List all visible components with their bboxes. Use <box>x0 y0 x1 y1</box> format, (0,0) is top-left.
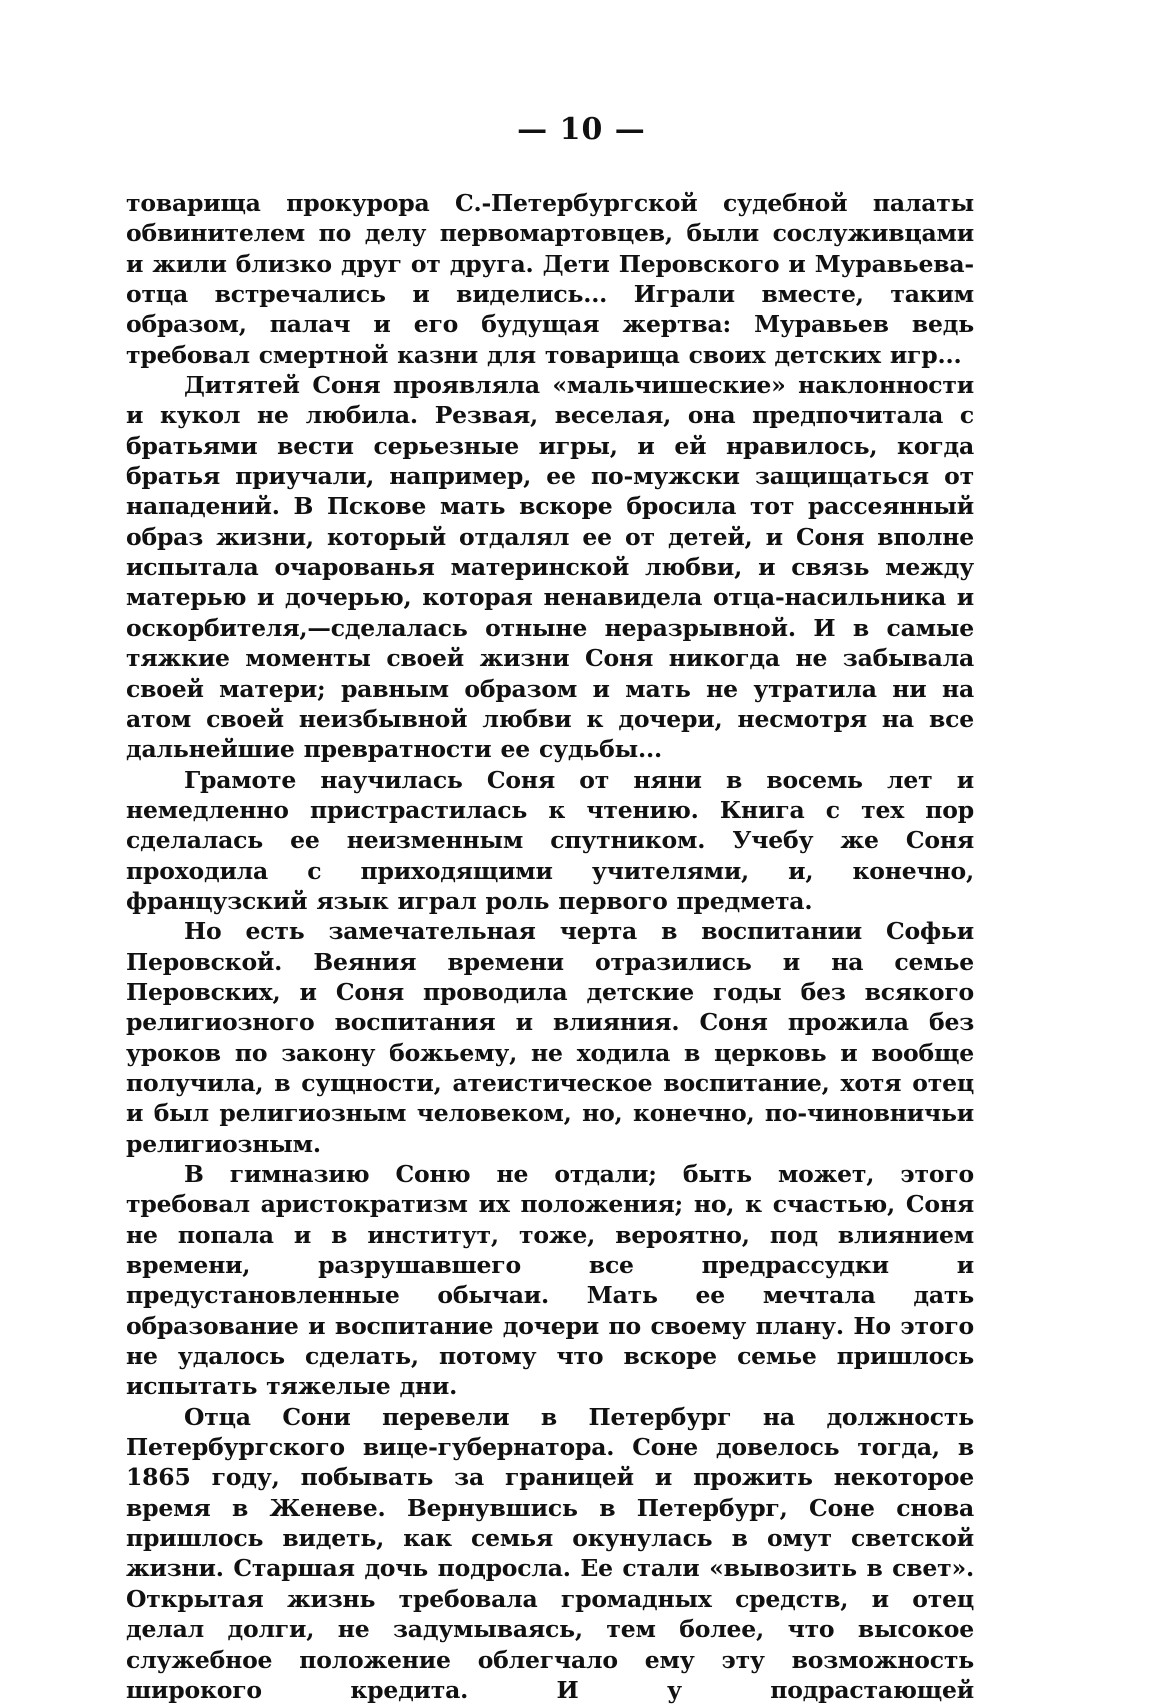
page-number: — 10 — <box>517 112 646 147</box>
paragraph-continuation: товарища прокурора С.-Петербургской судебной палаты обвинителем по делу первомартовцев, были сослуживцами и жили близко друг от друга. Дети Перовского и Муравьева-отца встречались и виделись... Играли вместе, таким образом, палач и его будущая жертва: Муравьев ведь требовал смертной казни для товарища своих детских игр... <box>126 189 974 369</box>
paragraph: Но есть замечательная черта в воспитании Софьи Перовской. Веяния времени отразились и на семье Перовских, и Соня проводила детские годы без всякого религиозного воспитания и влияния. Соня прожила без уроков по закону божьему, не ходила в церковь и вообще получила, в сущности, атеистическое воспитание, хотя отец и был религиозным человеком, но, конечно, по-чиновничьи религиозным. <box>126 917 974 1158</box>
paragraph-last: Отца Сони перевели в Петербург на должность Петербургского вице-губернатора. Соне довелось тогда, в 1865 году, побывать за границей и прожить некоторое время в Женеве. Вернувшись в Петербург, Соне снова пришлось видеть, как семья окунулась в омут светской жизни. Старшая дочь подросла. Ее стали «вывозить в свет». Открытая жизнь требовала громадных средств, и отец делал долги, не задумываясь, тем более, что высокое служебное положение облегчало ему эту возможность широкого кредита. И у подрастающей <box>126 1402 974 1704</box>
paragraph: Дитятей Соня проявляла «мальчишеские» наклонности и кукол не любила. Резвая, веселая, она предпочитала с братьями вести серьезные игры, и ей нравилось, когда братья приучали, например, ее по-мужски защищаться от нападений. В Пскове мать вскоре бросила тот рассеянный образ жизни, который отдалял ее от детей, и Соня вполне испытала очарованья материнской любви, и связь между матерью и дочерью, которая ненавидела отца-насильника и оскорбителя,—сделалась отныне неразрывной. И в самые тяжкие моменты своей жизни Соня никогда не забывала своей матери; равным образом и мать не утратила ни на атом своей неизбывной любви к дочери, несмотря на все дальнейшие превратности ее судьбы... <box>126 371 974 764</box>
body-text <box>126 188 974 1705</box>
paragraph: В гимназию Соню не отдали; быть может, этого требовал аристократизм их положения; но, к счастью, Соня не попала и в институт, тоже, вероятно, под влиянием времени, разрушавшего все предрассудки и предустановленные обычаи. Мать ее мечтала дать образование и воспитание дочери по своему плану. Но этого не удалось сделать, потому что вскоре семье пришлось испытать тяжелые дни. <box>126 1160 974 1401</box>
paragraph: Грамоте научилась Соня от няни в восемь лет и немедленно пристрастилась к чтению. Книга с тех пор сделалась ее неизменным спутником. Учебу же Соня проходила с приходящими учителями, и, конечно, французский язык играл роль первого предмета. <box>126 765 974 915</box>
